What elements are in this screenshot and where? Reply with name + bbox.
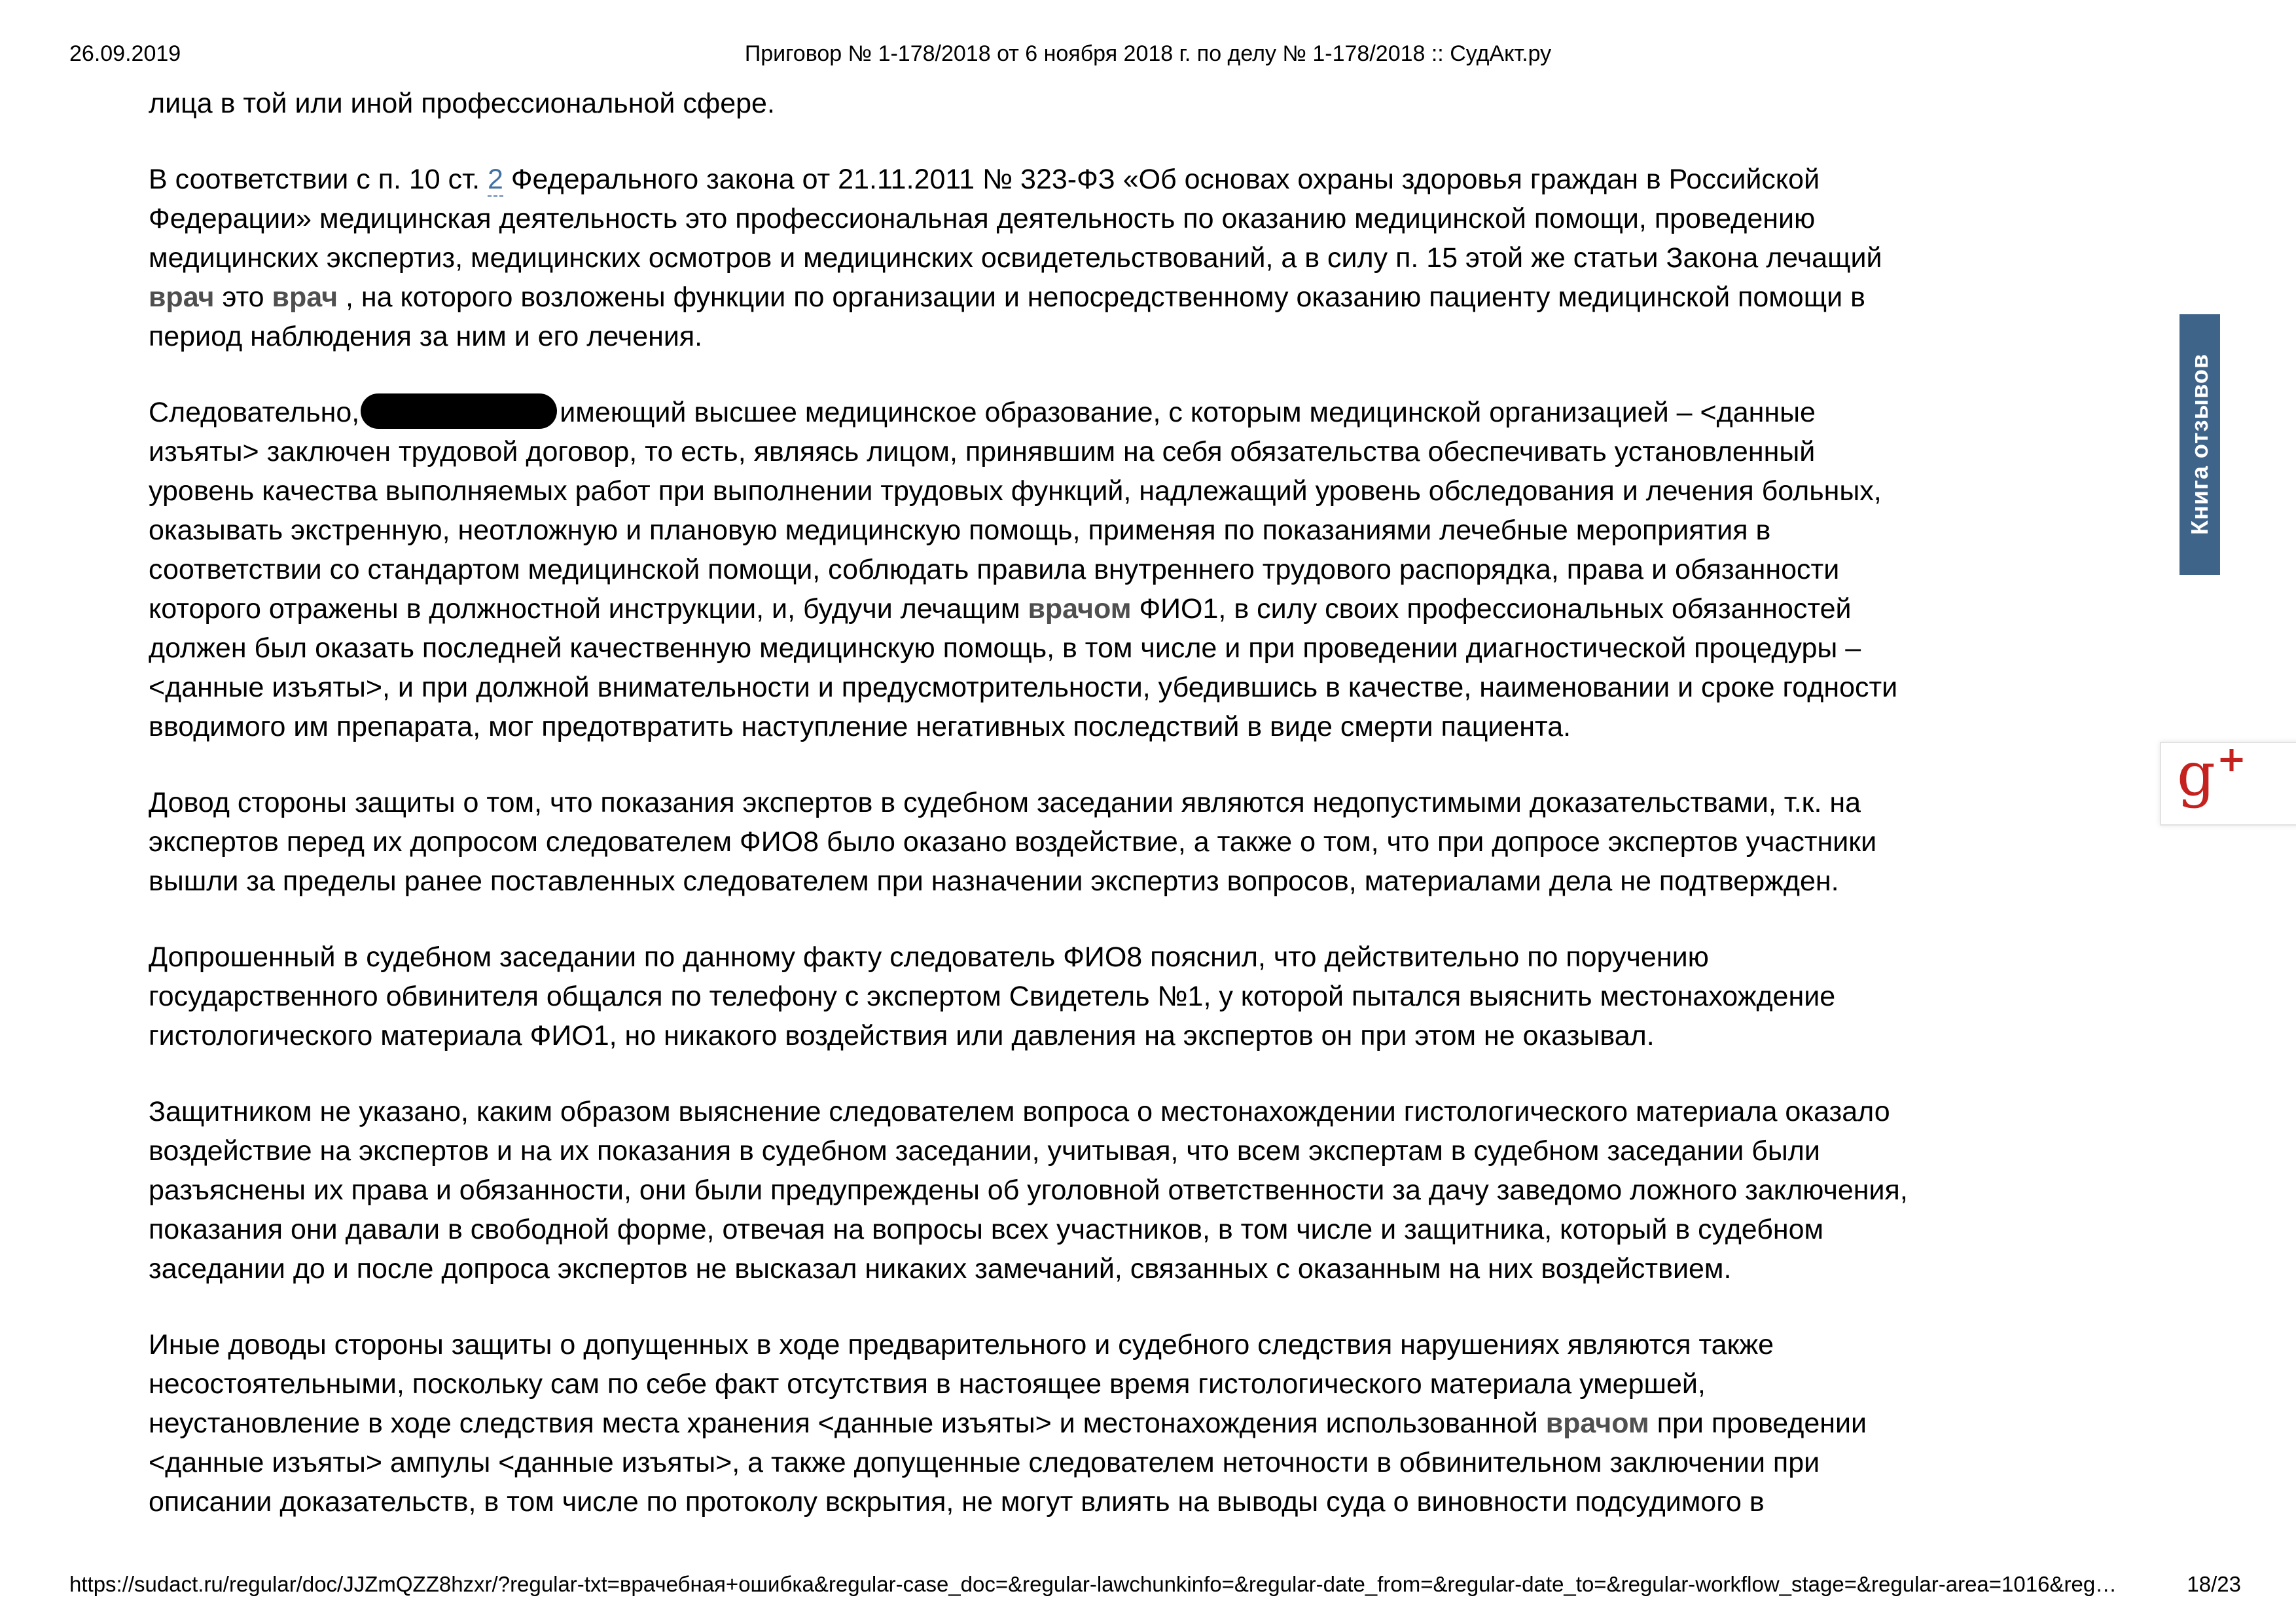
text-segment: при проведении	[1649, 1408, 1867, 1439]
text-segment: изъяты> заключен трудовой договор, то есть, являясь лицом, принявшим на себя обязательства обеспечивать установленный	[149, 436, 1816, 467]
google-plus-share-button[interactable]	[2160, 738, 2296, 826]
text-line	[149, 1092, 2191, 1131]
text-segment: которого отражены в должностной инструкции, и, будучи лечащим	[149, 593, 1028, 625]
text-segment: государственного обвинителя общался по телефону с экспертом Свидетель №1, у которой пытался выяснить местонахождение	[149, 981, 1836, 1012]
text-segment: Допрошенный в судебном заседании по данному факту следователь ФИО8 пояснил, что действительно по поручению	[149, 941, 1709, 973]
text-segment: медицинских экспертиз, медицинских осмотров и медицинских освидетельствований, а в силу п. 15 этой же статьи Закона лечащий	[149, 242, 1882, 274]
text-segment: период наблюдения за ним и его лечения.	[149, 321, 703, 352]
text-segment: лица в той или иной профессиональной сфере.	[149, 88, 775, 119]
highlighted-search-term: врачом	[1545, 1408, 1649, 1439]
text-segment: Следовательно,	[149, 397, 360, 428]
text-segment: неустановление в ходе следствия места хранения <данные изъяты> и местонахождения использованной	[149, 1408, 1546, 1439]
text-line	[149, 317, 2191, 356]
document-body	[149, 84, 2191, 1558]
page-title: Приговор № 1-178/2018 от 6 ноября 2018 г. по делу № 1-178/2018 :: СудАкт.ру	[744, 41, 1552, 66]
highlighted-search-term: врач	[149, 282, 215, 313]
text-segment: ФИО1, в силу своих профессиональных обязанностей	[1131, 593, 1852, 625]
text-line	[149, 1364, 2191, 1404]
print-footer	[69, 1570, 2241, 1599]
text-line	[149, 84, 2191, 123]
text-segment: <данные изъяты>, и при должной внимательности и предусмотрительности, убедившись в качестве, наименовании и сроке годности	[149, 672, 1898, 703]
feedback-ribbon-label: Книга отзывов	[2186, 354, 2213, 536]
text-line	[149, 938, 2191, 977]
text-segment: , на которого возложены функции по организации и непосредственному оказанию пациенту медицинской помощи в	[338, 282, 1865, 313]
text-segment: Иные доводы стороны защиты о допущенных в ходе предварительного и судебного следствия нарушениях являются также	[149, 1329, 1774, 1360]
paragraph	[149, 783, 2191, 901]
text-segment: Федерации» медицинская деятельность это профессиональная деятельность по оказанию медицинской помощи, проведению	[149, 203, 1816, 234]
text-segment: заседании до и после допроса экспертов не высказал никаких замечаний, связанных с оказанным на них воздействием.	[149, 1253, 1732, 1285]
paragraph	[149, 84, 2191, 123]
text-line	[149, 1171, 2191, 1210]
text-line	[149, 589, 2191, 629]
text-line	[149, 783, 2191, 822]
text-line	[149, 629, 2191, 668]
print-header	[0, 38, 2296, 69]
text-line	[149, 1325, 2191, 1364]
text-segment: гистологического материала ФИО1, но никакого воздействия или давления на экспертов он при этом не оказывал.	[149, 1020, 1655, 1051]
text-line	[149, 1016, 2191, 1055]
text-segment: <данные изъяты> ампулы <данные изъяты>, а также допущенные следователем неточности в обвинительном заключении при	[149, 1447, 1820, 1478]
paragraph	[149, 1325, 2191, 1522]
text-line	[149, 1404, 2191, 1443]
text-line	[149, 1443, 2191, 1482]
source-url: https://sudact.ru/regular/doc/JJZmQZZ8hzxr/?regular-txt=врачебная+ошибка&regular-case_doc=&regular-lawchunkinfo=&regular-date_from=&regular-date_to=&regular-workflow_stage=&regular-area=1016&reg…	[69, 1572, 2117, 1596]
text-line	[149, 822, 2191, 862]
text-line	[149, 977, 2191, 1016]
text-line	[149, 432, 2191, 471]
text-line	[149, 238, 2191, 278]
google-plus-icon: g+	[2177, 738, 2247, 809]
page-indicator: 18/23	[2187, 1572, 2241, 1596]
text-segment: В соответствии с п. 10 ст.	[149, 164, 488, 195]
text-segment: воздействие на экспертов и на их показания в судебном заседании, учитывая, что всем экспертам в судебном заседании были	[149, 1135, 1820, 1167]
redaction-box	[361, 393, 557, 429]
highlighted-search-term: врачом	[1028, 593, 1132, 625]
text-segment: вышли за пределы ранее поставленных следователем при назначении экспертиз вопросов, материалами дела не подтвержден.	[149, 866, 1839, 897]
text-line	[149, 1249, 2191, 1288]
text-line	[149, 1131, 2191, 1171]
text-line	[149, 471, 2191, 511]
text-line	[149, 393, 2191, 432]
text-segment: уровень качества выполняемых работ при выполнении трудовых функций, надлежащий уровень обследования и лечения больных,	[149, 475, 1882, 507]
text-segment: вводимого им препарата, мог предотвратить наступление негативных последствий в виде смерти пациента.	[149, 711, 1571, 742]
text-segment: Довод стороны защиты о том, что показания экспертов в судебном заседании являются недопустимыми доказательствами, т.к. на	[149, 787, 1861, 818]
text-segment: имеющий высшее медицинское образование, с которым медицинской организацией – <данные	[560, 397, 1816, 428]
text-line	[149, 550, 2191, 589]
text-segment: соответствии со стандартом медицинской помощи, соблюдать правила внутреннего трудового распорядка, права и обязанности	[149, 554, 1840, 585]
text-segment: оказывать экстренную, неотложную и плановую медицинскую помощь, применяя по показаниями лечебные мероприятия в	[149, 515, 1771, 546]
text-segment: описании доказательств, в том числе по протоколу вскрытия, не могут влиять на выводы суда о виновности подсудимого в	[149, 1486, 1765, 1518]
paragraph	[149, 938, 2191, 1055]
text-segment: это	[214, 282, 272, 313]
text-line	[149, 668, 2191, 707]
text-line	[149, 862, 2191, 901]
paragraph	[149, 393, 2191, 746]
text-line	[149, 160, 2191, 199]
text-segment: разъяснены их права и обязанности, они были предупреждены об уголовной ответственности за дачу заведомо ложного заключения,	[149, 1175, 1908, 1206]
text-segment: несостоятельными, поскольку сам по себе факт отсутствия в настоящее время гистологического материала умершей,	[149, 1368, 1706, 1400]
text-line	[149, 1482, 2191, 1522]
text-line	[149, 278, 2191, 317]
text-segment: должен был оказать последней качественную медицинскую помощь, в том числе и при проведении диагностической процедуры –	[149, 632, 1861, 664]
text-segment: экспертов перед их допросом следователем ФИО8 было оказано воздействие, а также о том, что при допросе экспертов участники	[149, 826, 1877, 858]
text-line	[149, 707, 2191, 746]
text-line	[149, 199, 2191, 238]
highlighted-search-term: врач	[272, 282, 338, 313]
feedback-ribbon-button[interactable]	[2179, 314, 2220, 575]
text-segment: Защитником не указано, каким образом выяснение следователем вопроса о местонахождении гистологического материала оказало	[149, 1096, 1890, 1127]
paragraph	[149, 160, 2191, 356]
print-date: 26.09.2019	[69, 41, 181, 66]
text-segment: показания они давали в свободной форме, отвечая на вопросы всех участников, в том числе и защитника, который в судебном	[149, 1214, 1824, 1245]
text-line	[149, 511, 2191, 550]
text-line	[149, 1210, 2191, 1249]
paragraph	[149, 1092, 2191, 1288]
statute-article-link[interactable]: 2	[488, 164, 503, 197]
text-segment: Федерального закона от 21.11.2011 № 323-ФЗ «Об основах охраны здоровья граждан в Российской	[503, 164, 1820, 195]
